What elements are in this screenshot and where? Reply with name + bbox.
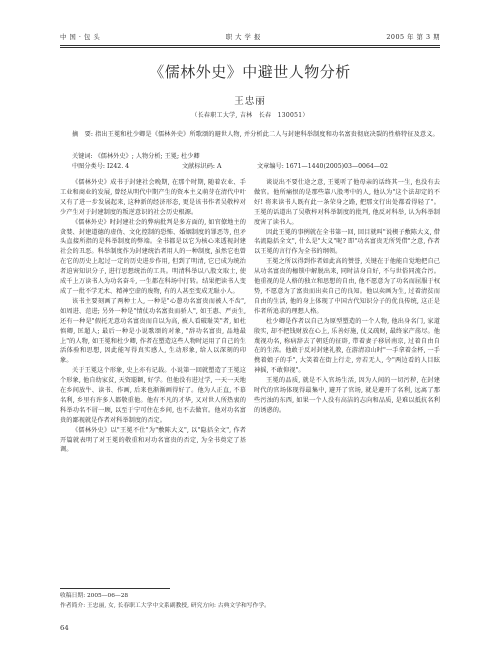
running-header: [60, 30, 440, 42]
article-number: 文章编号: 1671—1440(2005)03—0064—02: [257, 163, 388, 170]
footnote-rule: [60, 588, 170, 589]
header-rule-thin: [60, 47, 440, 48]
body-paragraph: 王冕的品质, 就是不入官场生活, 因为人间的一切污秽, 在封建时代的官场体现得最集中, 避开了官场, 就是避开了名利, 远离了那些污浊的东西, 如果一个人没有高洁的志向和品质, 是难以抵抗名利的诱惑的。: [254, 377, 440, 414]
clc-number: 中图分类号: I242. 4: [72, 163, 130, 170]
article-author: 王忠丽: [234, 96, 266, 107]
body-column-left: [60, 178, 246, 455]
header-rule: [60, 45, 440, 46]
body-paragraph: 杜少卿是作者以自己为原型塑造的一个人物, 他出身名门, 家道殷实, 却不把钱财放在心上, 乐善好施, 仗义疏财, 最终家产荡尽。他蔑视功名, 称病辞去了朝廷的征辟, 带着妻子移居南京, 过着自由自在的生活。他敢于反对封建礼教, 在游清凉山时"一手拿着金杯, 一手携着娘子的手", 大笑着在街上行走, 旁若无人, 令"两边看的人目眩神摇, 不敢仰视"。: [254, 317, 440, 375]
body-paragraph: 谈说出不要仕途之意, 王冕听了他母亲的话终其一生, 也没有去做官。他所痛恨的是那些靠八股考中的人, 他认为"这个法却定的不好! 将来读书人既有此一条荣身之路, 把那文行出处都看得轻了"。王冕的话道出了吴敬梓对科举制度的批判, 他反对科举, 认为科举制度害了读书人。: [254, 179, 440, 226]
body-paragraph: 《儒林外史》成书于封建社会晚期, 在那个时期, 随着农业、手工业和商业的发展, 曾经从明代中期产生的资本主义萌芽在清代中叶又有了进一步发展起来, 这种新的经济形态, 更是该书作者吴敬梓对少产生对于封建制度的叛逆意识的社会历史根源。: [60, 179, 246, 216]
page-number: 64: [60, 624, 69, 632]
header-location: 中 国 · 包 头: [60, 32, 101, 41]
header-journal: 职 大 学 报: [225, 32, 261, 41]
author-affiliation: （长春职工大学, 吉林 长春 130051）: [191, 112, 309, 119]
body-paragraph: 因此王冕的事例就在全书第一回, 回目就叫"说楔子敷陈大义, 借名流隐括全文", 什么是"大义"呢? 即"功名富贵无所凭借"之意, 作者以王冕的言行作为全书的纲领。: [254, 228, 440, 256]
body-paragraph: 《儒林外史》以"王冕不仕"为"敷陈大义", 以"隐括全文", 作者开篇就表明了对王冕的敬重和对功名富贵的否定, 为全书奠定了基调。: [60, 426, 246, 454]
body-paragraph: 该书主要刻画了两种士人, 一种是"心憩功名富贵而被人不齿", 如周进、范进; 另外一种是"情仗功名富贵而骄人", 如王惠、严贡生, 还有一种是"假托无意功名富贵而自以为高, 被人看破耻笑"者, 如杜慎卿, 匡超人; 最后一种是小说歌颂的对象, "辞功名富贵, 品地最上"的人物, 如王冕和杜少卿, 作者在塑造这些人物时运用了自己的生活体验和思想, 因此能写得真实感人, 生动形象, 给人以深刻的印象。: [60, 297, 246, 365]
body-paragraph: 《儒林外史》时封建社会的弊病批判是多方面的, 如官僚地主的贪婪、封建道德的虚伪、文化控制的恐怖、婚姻制度的罪恶等, 但矛头直接所指的是科举制度的弊端。全书都是以它为核心来透视封建社会的丑恶。科举制度作为封建统治者用人的一种制度, 虽然它也曾在它的历史上起过一定的历史进步作用, 但到了明清, 它已成为统治者迫害知识分子, 进行思想统治的工具。明清科举以八股文取士, 使成千上万读书人为功名奋斗, 一生都在科场中打转。结果把读书人变成了一批不学无术、精神空虚的废物, 有的人甚至变成无耻小人。: [60, 218, 246, 295]
author-bio: 作者简介: 王忠丽, 女, 长春职工大学中文系副教授, 研究方向: 古典文学和写作学。: [60, 603, 270, 609]
header-issue: 2005 年 第 3 期: [386, 32, 440, 41]
article-title: 《儒林外史》中避世人物分析: [149, 63, 351, 81]
body-column-right: [254, 178, 440, 416]
received-date: 收稿日期: 2005—06—28: [60, 593, 129, 599]
body-paragraph: 关于王冕这个形象, 史上亦有记载。小说第一回就塑造了王冕这个形象, 他自幼家贫, 天资聪颖, 好学。但他没有进过学, 一天一天地在乡间放牛、读书、作画, 后来也渐渐画得好了。他为人正直, 不慕名利, 乡里有许多人都敬重他。他有不凡的才华, 又对世人所热衷的科举功名不屑一顾, 以至于宁可住在乡间, 也不去做官。他对功名富贵的鄙视就是作者对科举制度的否定。: [60, 367, 246, 424]
abstract: 摘 要: 指出王冕和杜少卿是《儒林外史》所歌颂的避世人物, 并分析此二人与封建科举制度和功名富贵彻底决裂的性格特征及意义。: [72, 131, 439, 138]
body-paragraph: 王冕之所以得到作者如此高的赞誉, 关键在于他能自觉地把自己从功名富贵的枷锁中解脱出来, 同时洁身自好, 不与世俗同流合污。他重视的是人格的独立和思想的自由, 他不愿意为了功名而屈服于权势, 不愿意为了富贵而出卖自己的良知。他以卖画为生, 过着清贫而自由的生活, 他的身上体现了中国古代知识分子的优良传统, 这正是作者所追求的理想人格。: [254, 258, 440, 315]
keywords: 关键词: 《儒林外史》; 人物分析; 王冕; 杜少卿: [72, 153, 200, 160]
document-code: 文献标识码: A: [182, 163, 222, 170]
